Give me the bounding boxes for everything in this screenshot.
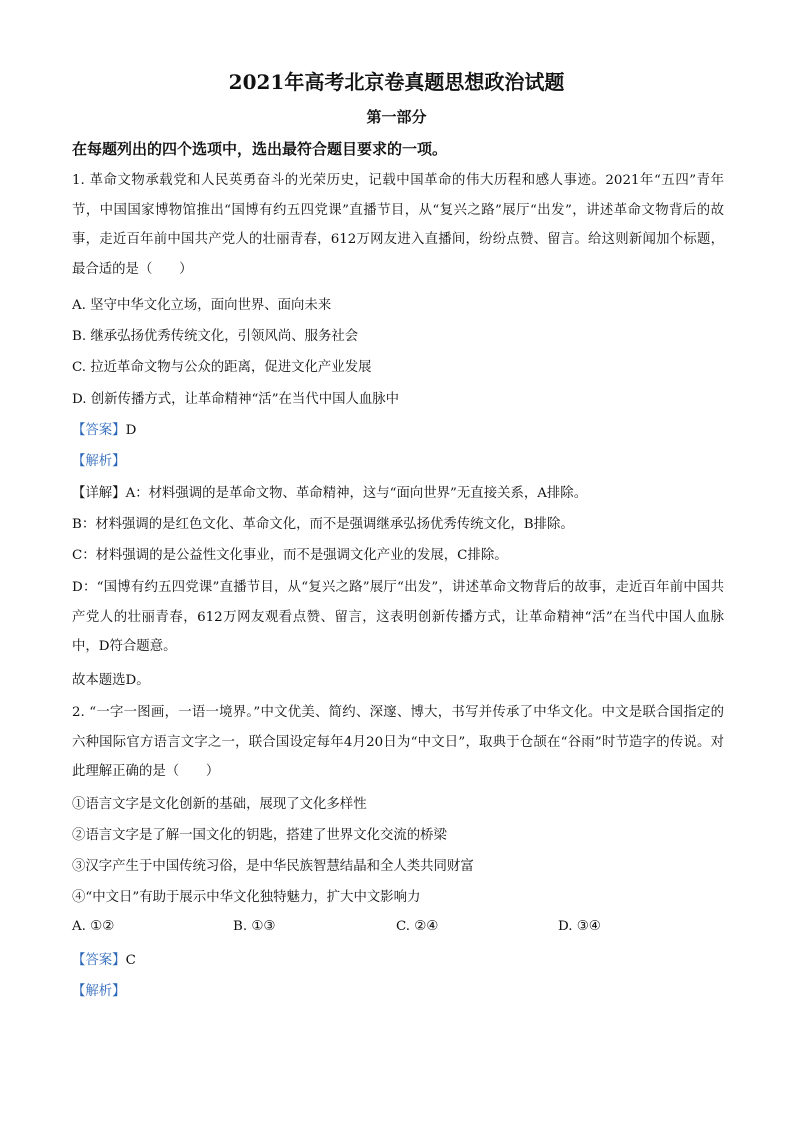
- q1-answer: [72, 421, 732, 441]
- q1-detail-d: D：“国博有约五四党课”直播节目，从“复兴之路”展厅“出发”，讲述革命文物背后的故事，走近百年前中国共产党人的壮丽青春，612万网友观看点赞、留言，这表明创新传播方式，让革命精神“活”在当代中国人血脉中，D符合题意。: [72, 580, 724, 654]
- q1-conclusion: 故本题选D。: [72, 673, 150, 688]
- q1-option-d: D. 创新传播方式，让革命精神“活”在当代中国人血脉中: [72, 392, 400, 407]
- answer-tag: 【答案】: [72, 953, 126, 968]
- detail-a-text: A：材料强调的是革命文物、革命精神，这与“面向世界”无直接关系，A排除。: [125, 486, 588, 501]
- answer-value: D: [125, 423, 137, 438]
- q2-statement-3: ③汉字产生于中国传统习俗，是中华民族智慧结晶和全人类共同财富: [72, 859, 474, 874]
- analysis-tag: 【解析】: [72, 984, 126, 999]
- q2-option-a: A. ①②: [72, 919, 115, 934]
- page-title: 2021年高考北京卷真题思想政治试题: [228, 70, 565, 94]
- q2-statement-4: ④“中文日”有助于展示中华文化独特魅力，扩大中文影响力: [72, 890, 421, 905]
- q1-detail-c: C：材料强调的是公益性文化事业，而不是强调文化产业的发展，C排除。: [72, 548, 508, 563]
- q2-statement-2: ②语言文字是了解一国文化的钥匙，搭建了世界文化交流的桥梁: [72, 828, 447, 843]
- q2-option-d: D. ③④: [558, 919, 601, 934]
- q1-analysis-tag: [72, 452, 732, 472]
- q2-statement-1: ①语言文字是文化创新的基础，展现了文化多样性: [72, 797, 367, 812]
- q2-stem: 2. “一字一图画，一语一境界。”中文优美、简约、深邃、博大，书写并传承了中华文化。中文是联合国指定的六种国际官方语言文字之一，联合国设定每年4月20日为“中文日”，取典于仓颉在“谷雨”时节造字的传说。对此理解正确的是（ ）: [72, 705, 724, 779]
- detail-tag: 【详解】: [72, 486, 126, 501]
- q1-option-c: C. 拉近革命文物与公众的距离，促进文化产业发展: [72, 360, 372, 375]
- q2-option-c: C. ②④: [396, 919, 439, 934]
- q1-stem: 1. 革命文物承载党和人民英勇奋斗的光荣历史，记载中国革命的伟大历程和感人事迹。2021年“五四”青年节，中国国家博物馆推出“国博有约五四党课”直播节目，从“复兴之路”展厅“出发”，讲述革命文物背后的故事，走近百年前中国共产党人的壮丽青春，612万网友进入直播间，纷纷点赞、留言。给这则新闻加个标题，最合适的是（ ）: [72, 173, 724, 277]
- section-heading: 第一部分: [366, 108, 427, 126]
- q2-answer: [72, 951, 732, 971]
- q1-option-b: B. 继承弘扬优秀传统文化，引领风尚、服务社会: [72, 329, 359, 344]
- q1-option-a: A. 坚守中华文化立场，面向世界、面向未来: [72, 298, 332, 313]
- q2-option-b: B. ①③: [233, 919, 276, 934]
- q1-detail-a: [72, 484, 732, 504]
- answer-value: C: [125, 953, 136, 968]
- q1-detail-b: B：材料强调的是红色文化、革命文化，而不是强调继承弘扬优秀传统文化，B排除。: [72, 517, 574, 532]
- instruction-text: 在每题列出的四个选项中，选出最符合题目要求的一项。: [72, 140, 448, 158]
- q2-analysis-tag: [72, 982, 732, 1002]
- analysis-tag: 【解析】: [72, 454, 126, 469]
- answer-tag: 【答案】: [72, 423, 126, 438]
